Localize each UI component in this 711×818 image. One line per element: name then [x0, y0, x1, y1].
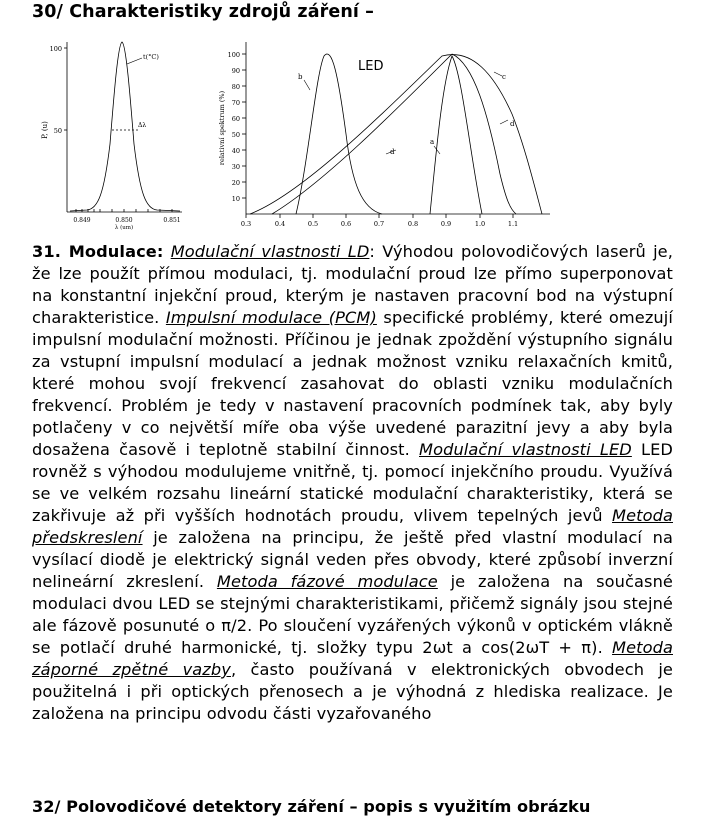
term-phase-modulation: Metoda fázové modulace	[216, 572, 438, 591]
curve-a-label: a	[430, 138, 435, 146]
section-30-heading: 30/ Charakteristiky zdrojů záření –	[32, 2, 375, 22]
x-tick-11: 1.1	[507, 220, 519, 228]
curve-d-left-label: d	[390, 148, 395, 156]
section-32-heading-text: 32/ Polovodičové detektory záření – popis s využitím obrázku	[32, 797, 591, 816]
x-tick-06: 0.6	[340, 220, 352, 228]
y-tick-50: 50	[231, 131, 240, 139]
x-tick-03: 0.3	[240, 220, 252, 228]
curve-c	[250, 55, 542, 214]
term-led-modulation: Modulační vlastnosti LED	[419, 440, 632, 459]
term-ld-modulation: Modulační vlastnosti LD	[170, 242, 370, 261]
y-axis-label: relativní spektrum (%)	[218, 90, 226, 166]
laser-spectrum-curve	[70, 42, 180, 211]
relative-spectrum-figure	[212, 34, 552, 229]
y-tick-10: 10	[231, 195, 240, 203]
text-part-4: je založena na principu, že ještě před vlastní modulací na vysílací diodě je elektrický signál veden přes obvody, které způsobí inverzní nelineární zkreslení.	[32, 528, 673, 591]
x-tick-04: 0.4	[274, 220, 286, 228]
term-predistortion: Metoda předskreslení	[32, 506, 673, 547]
x-tick-10: 1.0	[474, 220, 486, 228]
led-label: LED	[358, 59, 384, 74]
x-tick-0851: 0.851	[163, 217, 181, 224]
curve-d-right	[452, 54, 516, 214]
y-tick-100: 100	[227, 51, 240, 59]
curve-label: t(°C)	[143, 53, 159, 61]
y-tick-80: 80	[231, 83, 240, 91]
y-tick-40: 40	[231, 147, 240, 155]
laser-spectrum-figure	[32, 34, 192, 229]
curve-a	[430, 56, 482, 214]
x-tick-07: 0.7	[373, 220, 385, 228]
half-width-label: Δλ	[138, 122, 147, 129]
text-part-2: specifické problémy, které omezují impulsní modulační možnosti. Příčinou je jednak zpoždění výstupního signálu za vstupní impulsní modulací a jednak možnost vzniku relaxačních kmitů, které mohou svojí frekvencí zasahovat do oblasti vzniku modulačních frekvencí. Problém je tedy v nastavení pracovních podmínek tak, aby byly potlačeny v co největší míře oba výše uvedené parazitní jevy a aby byla dosažena časově i teplotně stabilní činnost.	[32, 308, 673, 459]
section-32-heading-cut	[32, 796, 673, 816]
text-part-3: LED rovněž s výhodou modulujeme vnitřně, tj. pomocí injekčního proudu. Využívá se ve velkém rozsahu lineární statické modulační charakteristiky, která se zakřivuje až při vyšších hodnotách proudu, vlivem tepelných jevů	[32, 440, 673, 525]
curve-c-label: c	[502, 73, 506, 81]
text-part-1: : Výhodou polovodičových laserů je, že lze použít přímou modulaci, tj. modulační proud lze přímo superponovat na konstantní injekční proud, kterým je nastaven pracovní bod na výstupní charakteristice.	[32, 242, 673, 327]
y-tick-90: 90	[231, 67, 240, 75]
y-tick-30: 30	[231, 163, 240, 171]
y-tick-50: 50	[53, 127, 62, 135]
text-part-5: je založena na současné modulaci dvou LED se stejnými charakteristikami, přičemž signály jsou stejné ale fázově posunuté o π/2. Po sloučení vyzářených výkonů v optickém vlákně se potlačí druhé harmonické, tj. složky typu 2ωt a cos(2ωT + π).	[32, 572, 673, 657]
section-31-title: 31. Modulace:	[32, 242, 164, 261]
y-tick-70: 70	[231, 99, 240, 107]
x-tick-08: 0.8	[407, 220, 419, 228]
text-part-6: , často používaná v elektronických obvodech je použitelná i při optických přenosech a je výhodná z hlediska realizace. Je založena na principu odvodu části vyzařovaného	[32, 660, 673, 723]
x-tick-0850: 0.850	[115, 217, 133, 224]
curve-b	[296, 54, 382, 214]
x-tick-0849: 0.849	[73, 217, 91, 224]
term-pcm: Impulsní modulace (PCM)	[165, 308, 377, 327]
y-tick-100: 100	[49, 45, 62, 53]
y-tick-60: 60	[231, 115, 240, 123]
curve-b-label: b	[298, 73, 303, 81]
section-31-paragraph	[32, 241, 673, 725]
x-axis-label: λ (um)	[114, 225, 134, 231]
x-tick-09: 0.9	[440, 220, 452, 228]
y-axis-label: P, (u)	[41, 121, 49, 139]
curve-d-right-label: d	[510, 120, 515, 128]
x-tick-05: 0.5	[307, 220, 319, 228]
term-negative-feedback: Metoda záporné zpětné vazby	[32, 638, 673, 679]
y-tick-20: 20	[231, 179, 240, 187]
